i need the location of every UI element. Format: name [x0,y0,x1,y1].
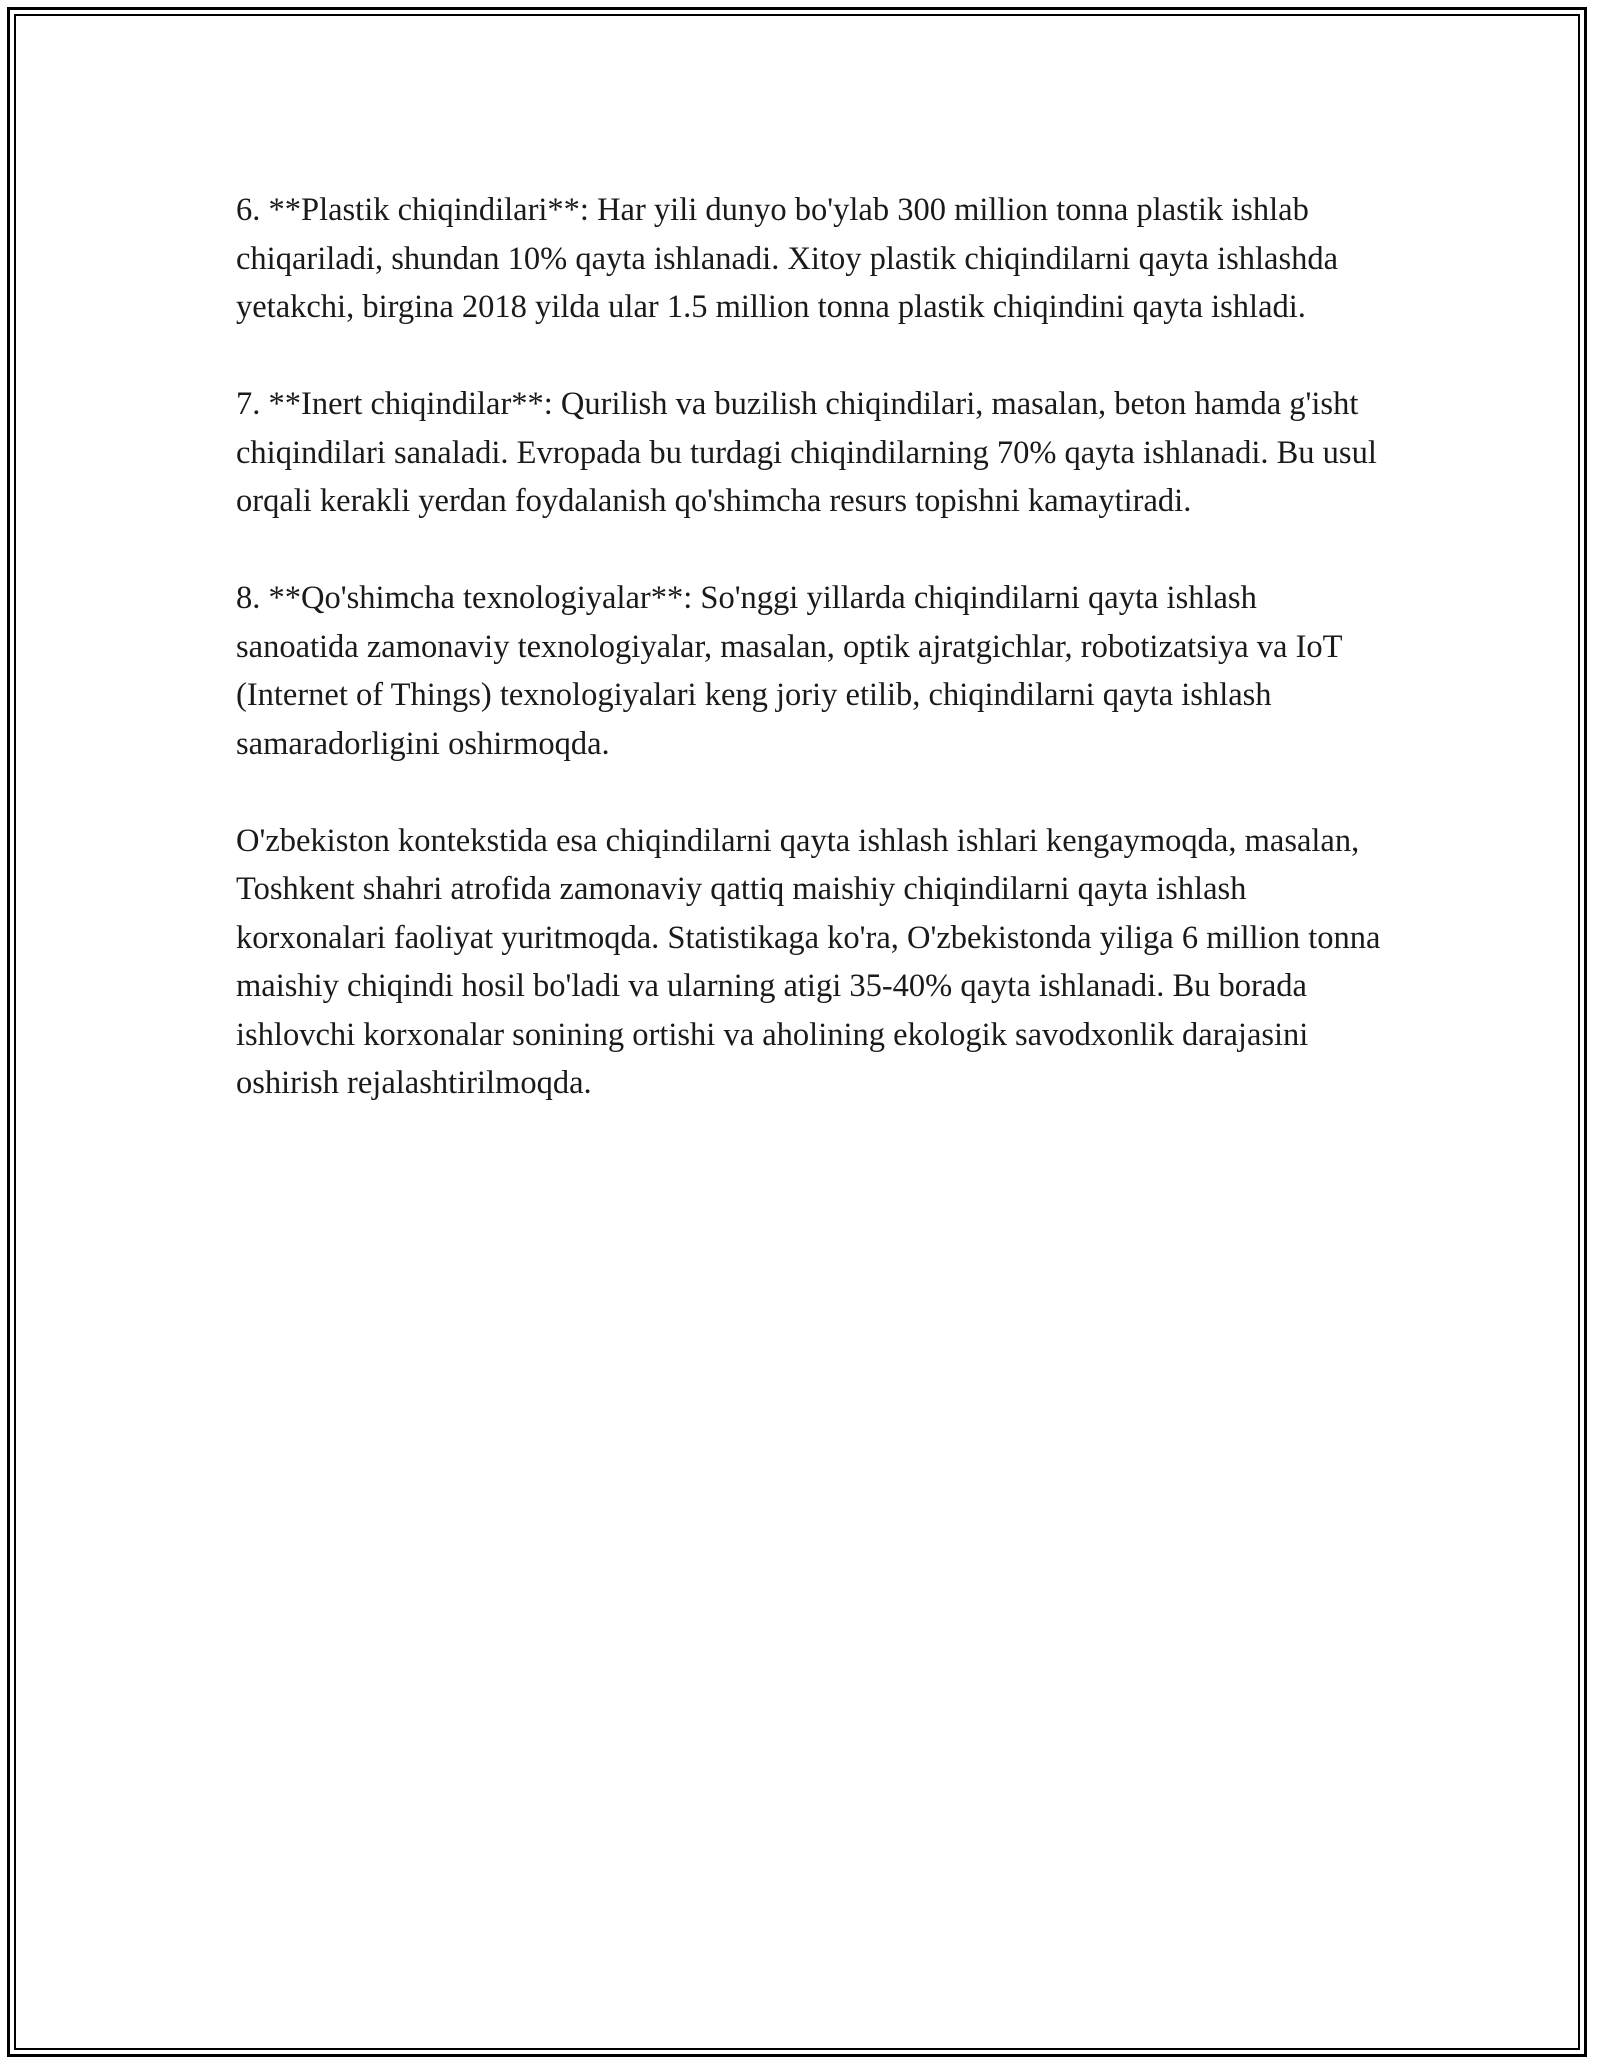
paragraph-plastic-waste: 6. **Plastik chiqindilari**: Har yili dunyo bo'ylab 300 million tonna plastik ishlab chiqariladi, shundan 10% qayta ishlanadi. Xitoy plastik chiqindilarni qayta ishlashda yetakchi, birgina 2018 yilda ular 1.5 million tonna plastik chiqindini qayta ishladi. [236,192,1339,325]
document-body [236,186,1386,1108]
paragraph-uzbekistan-context: O'zbekiston kontekstida esa chiqindilarni qayta ishlash ishlari kengaymoqda, masalan, Toshkent shahri atrofida zamonaviy qattiq maishiy chiqindilarni qayta ishlash korxonalari faoliyat yuritmoqda. Statistikaga ko'ra, O'zbekistonda yiliga 6 million tonna maishiy chiqindi hosil bo'ladi va ularning atigi 35-40% qayta ishlanadi. Bu borada ishlovchi korxonalar sonining ortishi va aholining ekologik savodxonlik darajasini oshirish rejalashtirilmoqda. [236,822,1381,1101]
paragraph-additional-technologies: 8. **Qo'shimcha texnologiyalar**: So'nggi yillarda chiqindilarni qayta ishlash sanoatida zamonaviy texnologiyalar, masalan, optik ajratgichlar, robotizatsiya va IoT (Internet of Things) texnologiyalari keng joriy etilib, chiqindilarni qayta ishlash samaradorligini oshirmoqda. [236,580,1342,762]
paragraph-inert-waste: 7. **Inert chiqindilar**: Qurilish va buzilish chiqindilari, masalan, beton hamda g'isht chiqindilari sanaladi. Evropada bu turdagi chiqindilarning 70% qayta ishlanadi. Bu usul orqali kerakli yerdan foydalanish qo'shimcha resurs topishni kamaytiradi. [236,386,1377,519]
